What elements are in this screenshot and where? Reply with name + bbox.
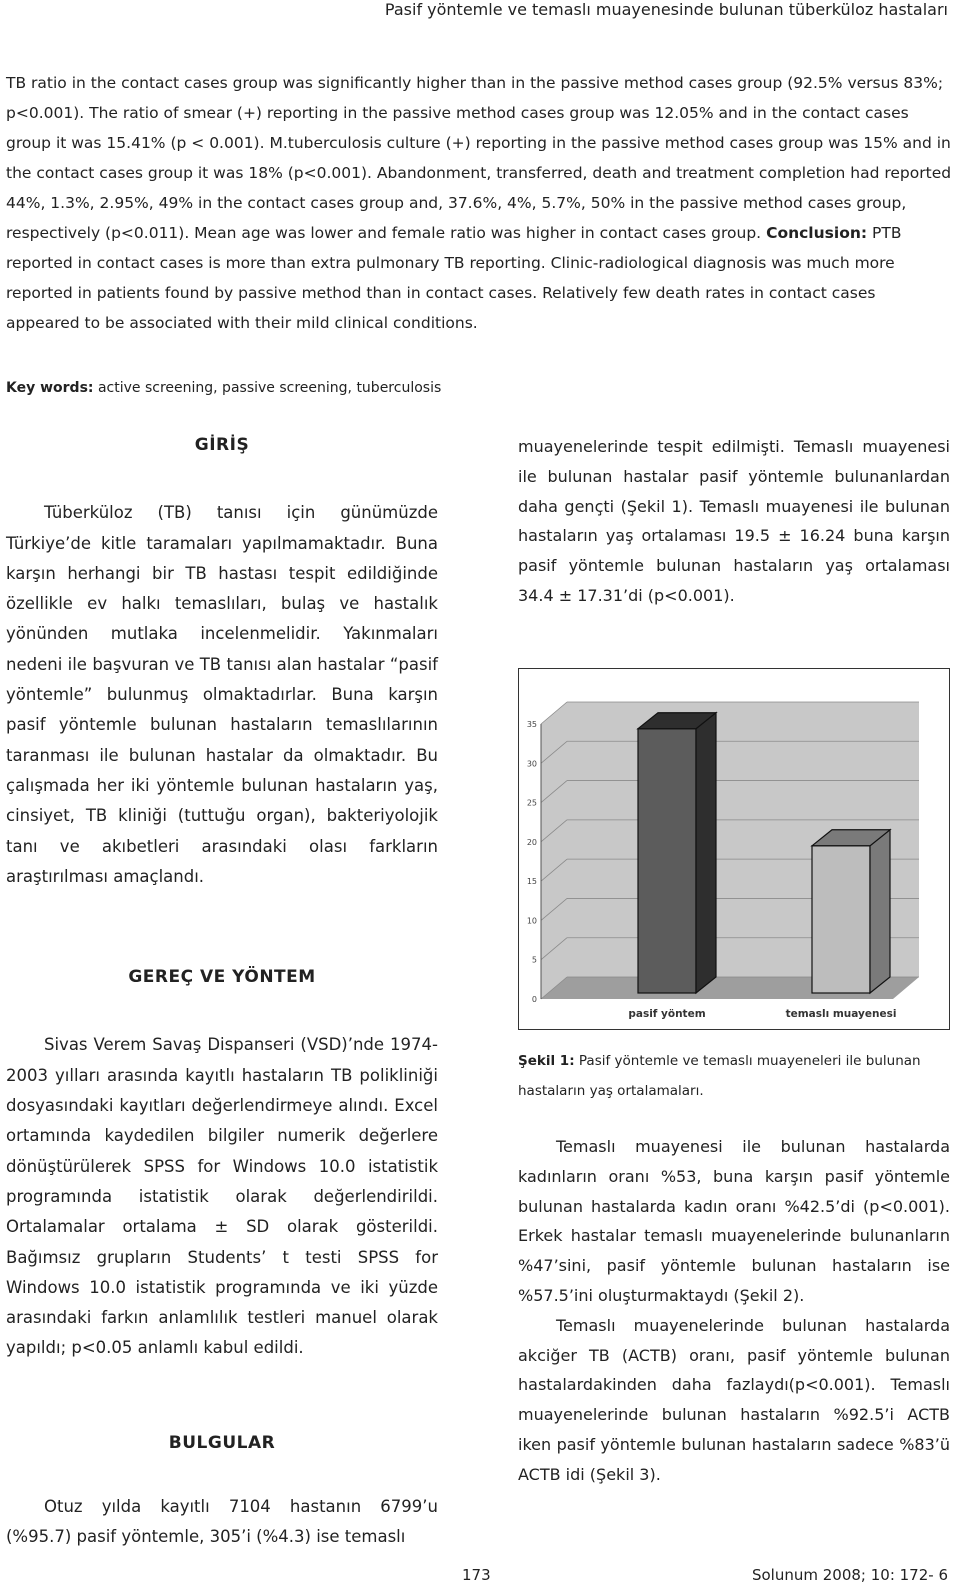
right-column-top xyxy=(518,432,950,611)
left-column xyxy=(6,430,438,1553)
paragraph-giris: Tüberküloz (TB) tanısı için günümüzde Türkiye’de kitle taramaları yapılmamaktadır. Buna karşın herhangi bir TB hastası tespit edildiğinde özellikle ev halkı temaslıları, bulaş ve hastalık yönünden mutlaka incelenmelidir. Yakınmaları nedeni ile başvuran ve TB tanısı alan hastalar “pasif yöntemle” bulunmuş olmaktadırlar. Buna karşın pasif yöntemle bulunan hastaların temaslılarının taranması ile bulunan hastalar da olmaktadır. Bu çalışmada her iki yöntemle bulunan hastaların yaş, cinsiyet, TB kliniği (tuttuğu organ), bakteriyolojik tanı ve akıbetleri arasındaki olası farkların araştırılması amaçlandı. xyxy=(6,503,438,886)
x-category-label: pasif yöntem xyxy=(628,1008,706,1020)
section-title-bulgular: BULGULAR xyxy=(168,1432,276,1453)
caption-label: Şekil 1: xyxy=(518,1053,575,1069)
caption-text: Pasif yöntemle ve temaslı muayeneleri ile bulunan hastaların yaş ortalamaları. xyxy=(518,1053,921,1099)
keywords-label: Key words: xyxy=(6,380,94,396)
bar xyxy=(638,729,696,993)
y-tick-label: 20 xyxy=(526,837,537,847)
figure-1-caption xyxy=(518,1046,950,1106)
y-tick-label: 30 xyxy=(526,759,537,769)
keywords-text: active screening, passive screening, tuberculosis xyxy=(93,380,442,396)
conclusion-text: PTB reported in contact cases is more than extra pulmonary TB reporting. Clinic-radiological diagnosis was much more reported in patients found by passive method than in contact cases. Relatively few death rates in contact cases appeared to be associated with their mild clinical conditions. xyxy=(6,224,902,332)
running-title: Pasif yöntemle ve temaslı muayenesinde bulunan tüberküloz hastaları xyxy=(384,0,948,19)
journal-citation: Solunum 2008; 10: 172- 6 xyxy=(751,1566,948,1584)
bar-side xyxy=(870,830,890,993)
paragraph-gerec: Sivas Verem Savaş Dispanseri (VSD)’nde 1974-2003 yılları arasında kayıtlı hastaların TB polikliniği dosyasındaki kayıtları değerlendirmeye alındı. Excel ortamında kaydedilen bilgiler numerik değerlere dönüştürülerek SPSS for Windows 10.0 istatistik programında istatistik olarak değerlendirildi. Ortalamalar ortalama ± SD olarak gösterildi. Bağımsız grupların Students’ t testi SPSS for Windows 10.0 istatistik programında ve iki yüzde arasındaki farkın anlamlılık testleri manuel olarak yapıldı; p<0.05 anlamlı kabul edildi. xyxy=(6,1035,438,1358)
page-number: 173 xyxy=(462,1566,491,1584)
y-tick-label: 5 xyxy=(531,955,537,965)
section-title-gerec: GEREÇ VE YÖNTEM xyxy=(128,967,316,988)
paragraph-bulgular: Otuz yılda kayıtlı 7104 hastanın 6799’u (%95.7) pasif yöntemle, 305’i (%4.3) ise temaslı xyxy=(6,1497,438,1547)
x-category-label: temaslı muayenesi xyxy=(785,1008,897,1020)
section-title-giris: GİRİŞ xyxy=(194,435,250,455)
bar xyxy=(812,846,870,993)
figure-1-chart xyxy=(518,668,950,1030)
y-tick-label: 15 xyxy=(526,877,537,887)
right-column-bottom xyxy=(518,1132,950,1490)
paragraph-actb: Temaslı muayenelerinde bulunan hastalarda akciğer TB (ACTB) oranı, pasif yöntemle bulunan hastalardakinden daha fazlaydı(p<0.001). Temaslı muayenelerinde bulunan hastaların %92.5’i ACTB iken pasif yöntemle bulunan hastaların sadece %83’ü ACTB idi (Şekil 3). xyxy=(518,1315,950,1484)
y-tick-label: 0 xyxy=(531,995,537,1004)
paragraph-intro: muayenelerinde tespit edilmişti. Temaslı muayenesi ile bulunan hastalar pasif yöntemle bulunanlardan daha gençti (Şekil 1). Temaslı muayenesi ile bulunan hastaların yaş ortalaması 19.5 ± 16.24 buna karşın pasif yöntemle bulunan hastaların yaş ortalaması 34.4 ± 17.31’di (p<0.001). xyxy=(518,437,950,605)
bar-side xyxy=(696,713,716,993)
abstract-text: TB ratio in the contact cases group was significantly higher than in the passive method cases group (92.5% versus 83%; p<0.001). The ratio of smear (+) reporting in the passive method cases group was 12.05% and in the contact cases group it was 15.41% (p < 0.001). M.tuberculosis culture (+) reporting in the passive method cases group was 15% and in the contact cases group it was 18% (p<0.001). Abandonment, transferred, death and treatment completion had reported 44%, 1.3%, 2.95%, 49% in the contact cases group and, 37.6%, 4%, 5.7%, 50% in the passive method cases group, respectively (p<0.011). Mean age was lower and female ratio was higher in contact cases group. xyxy=(6,74,952,242)
y-tick-label: 10 xyxy=(526,916,537,926)
bar-chart xyxy=(519,669,948,1028)
paragraph-sex-ratio: Temaslı muayenesi ile bulunan hastalarda kadınların oranı %53, buna karşın pasif yöntemle bulunan hastalarda kadın oranı %42.5’di (p<0.001). Erkek hastalar temaslı muayenelerinde bulunanların %47’sini, pasif yöntemle bulunan hastaların ise %57.5’ini oluşturmaktaydı (Şekil 2). xyxy=(518,1137,950,1305)
y-tick-label: 25 xyxy=(526,798,537,808)
y-tick-label: 35 xyxy=(526,720,537,729)
keywords xyxy=(6,380,946,396)
conclusion-label: Conclusion: xyxy=(766,224,868,242)
abstract xyxy=(6,68,952,338)
